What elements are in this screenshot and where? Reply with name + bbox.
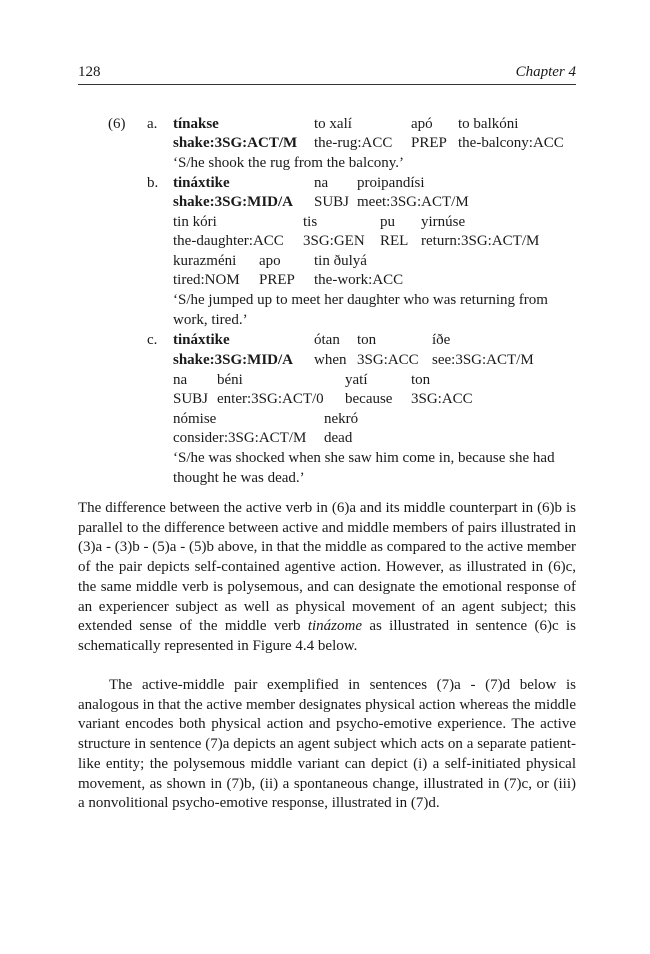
example-number: (6) (108, 116, 126, 132)
gloss-word: tin kóri (173, 214, 217, 230)
gloss-word: béni (217, 372, 243, 388)
italic-term: tinázome (307, 618, 362, 635)
example-c-label: c. (147, 332, 158, 348)
paragraph-text: The difference between the active verb in (6)a and its middle counterpart in (6)b is parallel to the difference between active and middle members of pairs illustrated in (3)a - (3)b - (5)a - (5)b above, in that the middle as compared to the active member of the pair depicts self-contained agentive action. However, as illustrated in (6)c, the same middle verb is polysemous, and can designate the emotional response of an experiencer subject as well as physical movement of an agent subject; this extended sense of the middle verb (78, 500, 576, 635)
gloss-word: yatí (345, 372, 368, 388)
gloss-tag: because (345, 391, 393, 407)
gloss-word: tin ðulyá (314, 253, 367, 269)
chapter-title: Chapter 4 (515, 64, 576, 80)
gloss-tag: return:3SG:ACT/M (421, 233, 540, 249)
gloss-word: yirnúse (421, 214, 466, 230)
gloss-word: íðe (432, 332, 451, 348)
gloss-tag: the-balcony:ACC (458, 135, 564, 151)
page-number: 128 (78, 64, 101, 80)
gloss-word: tináxtike (173, 175, 230, 191)
gloss-tag: meet:3SG:ACT/M (357, 194, 469, 210)
gloss-tag: PREP (259, 272, 295, 288)
gloss-tag: PREP (411, 135, 447, 151)
gloss-tag: 3SG:ACC (357, 352, 419, 368)
gloss-word: ótan (314, 332, 340, 348)
example-a-label: a. (147, 116, 158, 132)
example-c-translation: thought he was dead.’ (173, 470, 305, 486)
gloss-tag: the-daughter:ACC (173, 233, 284, 249)
example-b-label: b. (147, 175, 159, 191)
gloss-word: na (314, 175, 329, 191)
gloss-tag: shake:3SG:MID/A (173, 194, 294, 210)
gloss-tag: the-work:ACC (314, 272, 404, 288)
gloss-tag: shake:3SG:ACT/M (173, 135, 298, 151)
example-a-translation: ‘S/he shook the rug from the balcony.’ (173, 155, 405, 171)
example-b-translation: work, tired.’ (173, 312, 248, 328)
gloss-tag: see:3SG:ACT/M (432, 352, 534, 368)
gloss-tag: dead (324, 430, 353, 446)
running-header (78, 64, 576, 85)
gloss-tag: REL (380, 233, 409, 249)
gloss-word: tináxtike (173, 332, 230, 348)
body-paragraph: The active-middle pair exemplified in sentences (7)a - (7)d below is analogous in that the active member designates physical action whereas the middle variant encodes both physical action and psycho-emotive experience. The active structure in sentence (7)a depicts an agent subject which acts on a separate patient-like entity; the polysemous middle variant can depict (i) a self-initiated physical movement, as shown in (7)b, (ii) a spontaneous change, illustrated in (7)c, or (iii) a nonvolitional psycho-emotive response, illustrated in (7)d. (78, 677, 576, 812)
gloss-word: nekró (324, 411, 359, 427)
gloss-word: pu (380, 214, 395, 230)
gloss-word: kurazméni (173, 253, 237, 269)
gloss-word: apó (411, 116, 433, 132)
gloss-word: nómise (173, 411, 217, 427)
gloss-word: na (173, 372, 188, 388)
gloss-tag: consider:3SG:ACT/M (173, 430, 307, 446)
gloss-tag: the-rug:ACC (314, 135, 393, 151)
gloss-word: proipandísi (357, 175, 425, 191)
gloss-word: ton (411, 372, 431, 388)
gloss-tag: 3SG:GEN (303, 233, 365, 249)
paragraph-text: as illustrated in sentence (6)c is schematically represented in Figure 4.4 below. (78, 618, 576, 654)
gloss-tag: enter:3SG:ACT/0 (217, 391, 324, 407)
gloss-word: tis (303, 214, 318, 230)
gloss-tag: SUBJ (173, 391, 209, 407)
gloss-word: to balkóni (458, 116, 519, 132)
gloss-tag: shake:3SG:MID/A (173, 352, 294, 368)
example-b-translation: ‘S/he jumped up to meet her daughter who was returning from (173, 292, 548, 308)
gloss-word: apo (259, 253, 281, 269)
gloss-word: tínakse (173, 116, 219, 132)
example-c-translation: ‘S/he was shocked when she saw him come in, because she had (173, 450, 555, 466)
gloss-tag: tired:NOM (173, 272, 240, 288)
gloss-word: to xalí (314, 116, 352, 132)
gloss-tag: when (314, 352, 347, 368)
gloss-word: ton (357, 332, 377, 348)
gloss-tag: 3SG:ACC (411, 391, 473, 407)
gloss-tag: SUBJ (314, 194, 350, 210)
body-paragraph (78, 499, 576, 657)
